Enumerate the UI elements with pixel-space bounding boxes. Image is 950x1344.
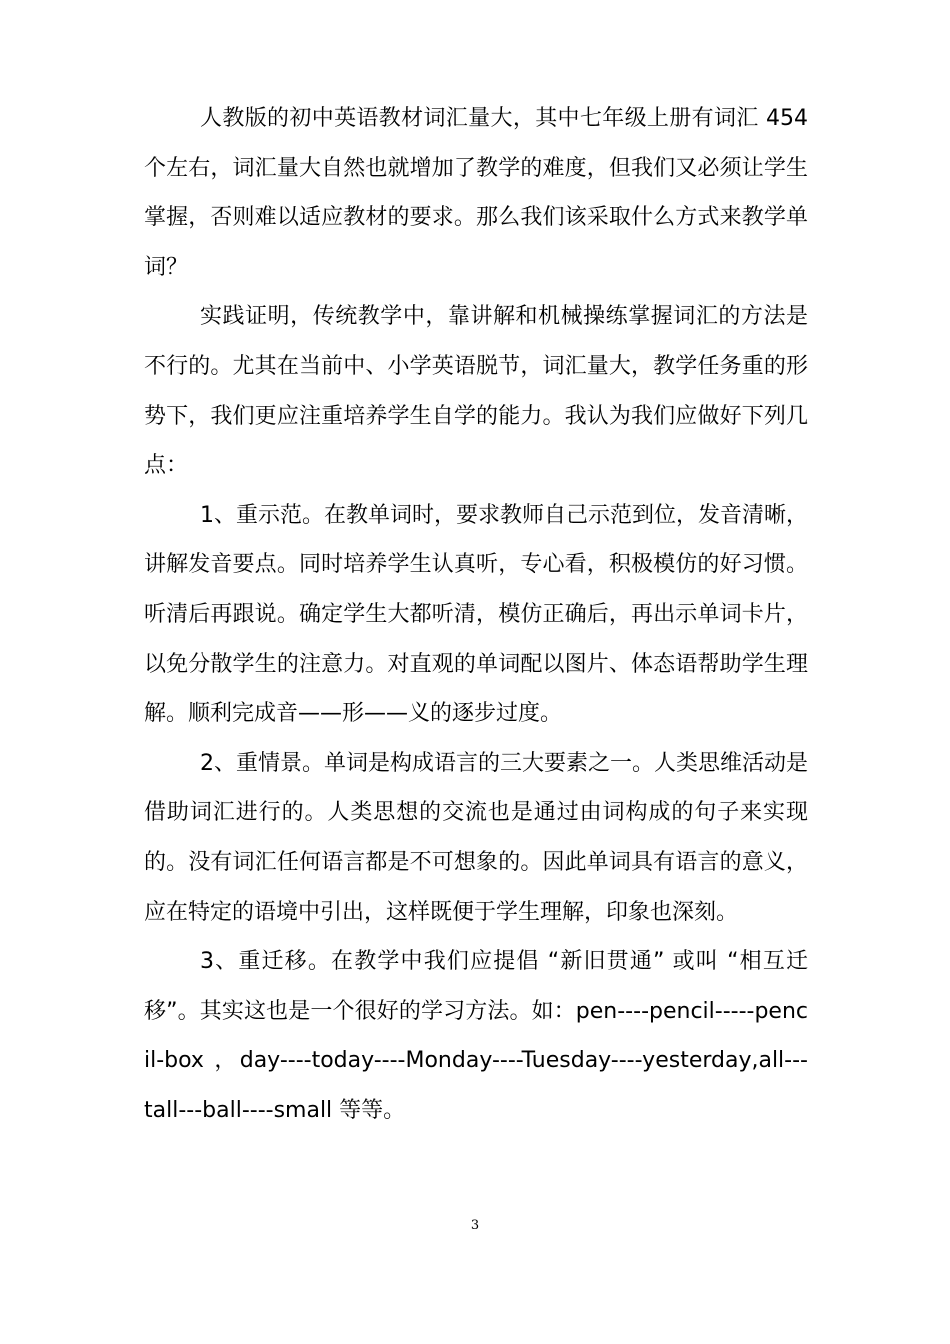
page-number: 3 [470,1218,480,1233]
paragraph-intro: 人教版的初中英语教材词汇量大，其中七年级上册有词汇 454个左右，词汇量大自然也就增加了教学的难度，但我们又必须让学生掌握，否则难以适应教材的要求。那么我们该采取什么方式来教学单词？ [144,106,808,280]
paragraph-point-1: 1、重示范。在教单词时，要求教师自己示范到位，发音清晰，讲解发音要点。同时培养学生认真听，专心看，积极模仿的好习惯。听清后再跟说。确定学生大都听清，模仿正确后，再出示单词卡片，以免分散学生的注意力。对直观的单词配以图片、体态语帮助学生理解。顺利完成音——形——义的逐步过度。 [144,502,808,727]
paragraph-practice: 实践证明，传统教学中，靠讲解和机械操练掌握词汇的方法是不行的。尤其在当前中、小学英语脱节，词汇量大，教学任务重的形势下，我们更应注重培养学生自学的能力。我认为我们应做好下列几点： [144,304,808,479]
document-body [144,94,808,1135]
paragraph-point-2: 2、重情景。单词是构成语言的三大要素之一。人类思维活动是借助词汇进行的。人类思想的交流也是通过由词构成的句子来实现的。没有词汇任何语言都是不可想象的。因此单词具有语言的意义，应在特定的语境中引出，这样既便于学生理解，印象也深刻。 [144,750,808,925]
paragraph-point-3: 3、重迁移。在教学中我们应提倡 “新旧贯通” 或叫 “相互迁移”。其实这也是一个很好的学习方法。如：pen----pencil-----pencil-box ，day----today----Monday----Tuesday----yesterday,all---tall---ball----small 等等。 [144,949,808,1123]
